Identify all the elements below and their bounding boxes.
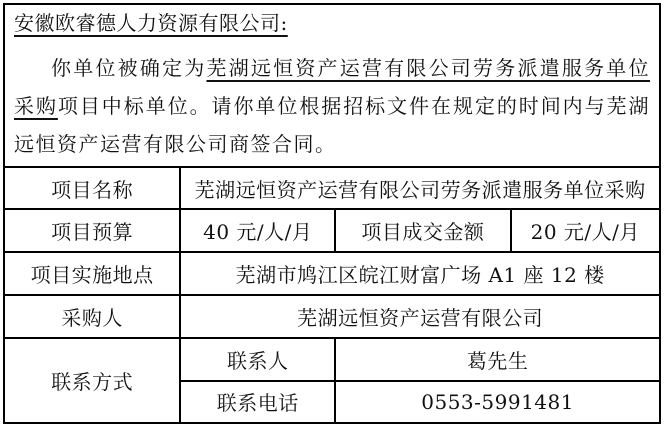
purchaser-label-cell: 采购人 — [5, 295, 180, 338]
project-name-underlined: 芜湖远恒资产运营有限公司劳务派遣服务单位采购 — [14, 56, 651, 118]
location-value-cell: 芜湖市鸠江区皖江财富广场 A1 座 12 楼 — [180, 252, 659, 295]
location-label-cell: 项目实施地点 — [5, 252, 180, 295]
budget-label-cell: 项目预算 — [5, 209, 180, 252]
table-row — [5, 295, 659, 338]
contact-person-label-cell: 联系人 — [180, 338, 335, 381]
notice-paragraph — [14, 49, 650, 163]
contact-phone-value-cell: 0553-5991481 — [335, 381, 659, 422]
project-name-label-cell: 项目名称 — [5, 168, 180, 209]
document-border-frame — [3, 3, 661, 424]
recipient-company-line: 安徽欧睿德人力资源有限公司: — [14, 11, 288, 35]
table-row — [5, 252, 659, 295]
deal-amount-value-cell: 20 元/人/月 — [511, 209, 659, 252]
paragraph-text-after: 项目中标单位。请你单位根据招标文件在规定的时间内与芜湖远恒资产运营有限公司商签合同。 — [14, 94, 651, 156]
purchaser-value-cell: 芜湖远恒资产运营有限公司 — [180, 295, 659, 338]
contact-person-value-cell: 葛先生 — [335, 338, 659, 381]
contact-phone-label-cell: 联系电话 — [180, 381, 335, 422]
table-row — [5, 168, 659, 209]
contact-label-cell: 联系方式 — [5, 338, 180, 422]
paragraph-text-before: 你单位被确定为 — [51, 56, 207, 80]
budget-value-cell: 40 元/人/月 — [180, 209, 335, 252]
project-name-value-cell: 芜湖远恒资产运营有限公司劳务派遣服务单位采购 — [180, 168, 659, 209]
deal-amount-label-cell: 项目成交金额 — [335, 209, 510, 252]
award-info-table — [5, 168, 659, 422]
table-row — [5, 209, 659, 252]
notice-text-section — [5, 5, 659, 168]
table-row — [5, 338, 659, 381]
